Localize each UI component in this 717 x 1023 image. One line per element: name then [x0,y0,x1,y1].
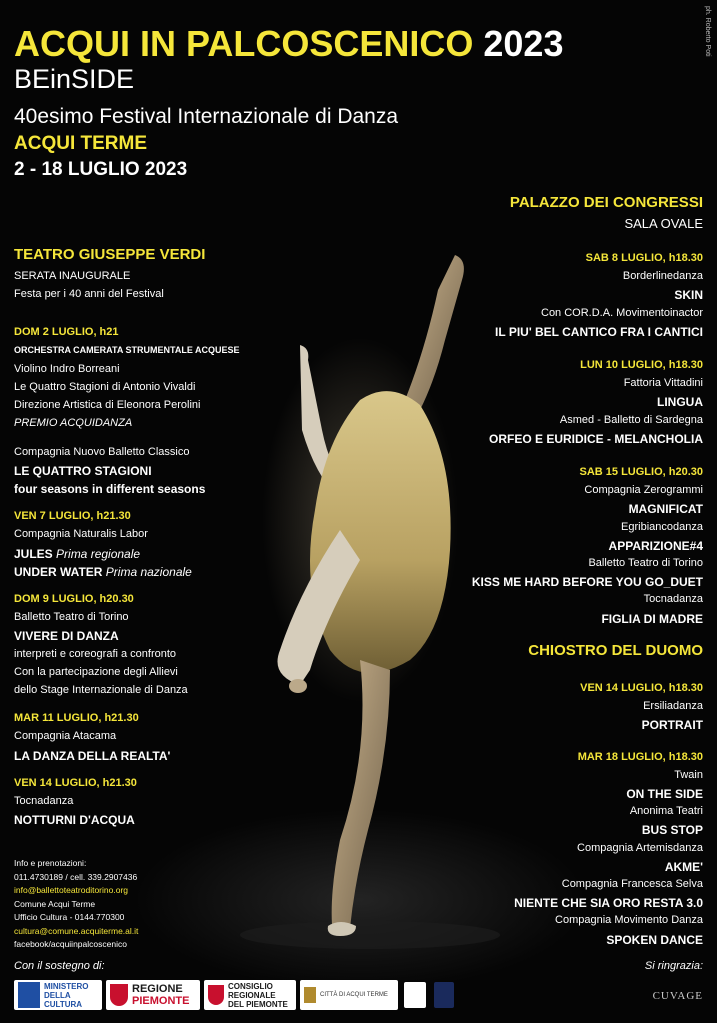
show-title [14,629,119,643]
info-line[interactable]: info@ballettoteatroditorino.org [14,885,129,895]
program-line [14,288,164,300]
program-text: Compagnia Artemisdanza [577,841,703,854]
program-text: dello Stage Internazionale di Danza [14,684,188,696]
program-text: IL PIU' BEL CANTICO FRA I CANTICI [495,324,703,339]
consiglio-line-2: REGIONALE [228,990,276,1000]
program-line [560,414,703,426]
program-text: Ersiliadanza [643,700,703,713]
photo-credit: ph. Roberto Poti [704,6,711,57]
festival-title: ACQUI IN PALCOSCENICO 2023 [14,23,564,64]
program-text: SKIN [674,288,703,303]
program-text: Le Quattro Stagioni di Antonio Vivaldi [14,381,196,393]
program-text: MAGNIFICAT [628,502,703,517]
program-text: PREMIO ACQUIDANZA [14,417,133,430]
program-text: JULES [14,546,53,561]
program-text: Compagnia Atacama [14,730,117,743]
program-text: AKME' [664,859,703,874]
show-title [657,395,703,409]
program-text: ORCHESTRA CAMERATA STRUMENTALE ACQUESE [14,344,240,355]
program-text: SAB 8 LUGLIO, h18.30 [585,252,703,264]
ministero-line-3: CULTURA [44,999,83,1009]
program-line [588,557,703,569]
festival-subtitle: BEinSIDE [14,64,135,94]
program-text: Compagnia Zerogrammi [584,484,703,497]
festival-dates: 2 - 18 LUGLIO 2023 [14,159,188,180]
festival-edition: 40esimo Festival Internazionale di Danza [14,105,399,128]
program-text: Twain [674,768,703,781]
logo-sponsor-small [404,982,426,1008]
program-text: MAR 18 LUGLIO, h18.30 [577,750,703,763]
program-line [541,307,703,319]
premiere-note: Prima regionale [52,546,141,561]
logo-consiglio-regionale [204,980,296,1010]
show-date [586,252,703,264]
regione-shield-icon [110,984,128,1006]
citta-crest-icon [304,987,316,1003]
program-line [621,521,703,533]
support-label: Con il sostegno di: [14,960,105,972]
show-title [601,612,703,626]
logo-cuvage: CUVAGE [652,990,703,1002]
program-line [14,270,130,282]
info-line[interactable]: cultura@comune.acquiterme.al.it [14,925,139,936]
program-text: NIENTE CHE SIA ORO RESTA 3.0 [514,896,703,911]
program-text: Borderlinedanza [622,270,703,283]
info-line: Comune Acqui Terme [14,898,96,909]
program-line [562,878,703,890]
consiglio-line-3: DEL PIEMONTE [228,999,288,1009]
program-line [584,484,703,496]
show-title [14,482,205,496]
show-date [14,712,139,724]
program-line [674,769,703,781]
program-text: SPOKEN DANCE [606,932,703,947]
venue-teatro-verdi: TEATRO GIUSEPPE VERDI [14,246,206,263]
citta-label: CITTÀ DI ACQUI TERME [320,992,388,998]
program-text: Compagnia Naturalis Labor [14,528,148,541]
show-date [578,751,703,763]
program-text: Con la partecipazione degli Allievi [14,665,178,678]
show-title [14,813,135,827]
program-text: Egribiancodanza [621,520,703,533]
show-title [14,464,152,478]
program-line [14,417,132,429]
program-text: Violino Indro Borreani [14,362,120,375]
program-line [643,700,703,712]
program-text: KISS ME HARD BEFORE YOU GO_DUET [471,575,703,590]
program-text: DOM 2 LUGLIO, h21 [14,326,119,339]
show-title [629,502,703,516]
consiglio-line-1: CONSIGLIO [228,981,273,991]
show-title [495,325,703,339]
program-text: LINGUA [657,395,703,410]
program-line [14,648,176,660]
ministero-emblem-icon [18,982,40,1008]
premiere-note: Prima nazionale [102,564,192,579]
program-text: Con COR.D.A. Movimentoinactor [541,306,703,319]
program-text: Compagnia Movimento Danza [555,914,703,927]
program-line [14,795,73,807]
program-text: ORFEO E EURIDICE - MELANCHOLIA [488,431,703,446]
show-title [674,288,703,302]
program-line [14,611,129,623]
program-text: MAR 11 LUGLIO, h21.30 [14,712,139,725]
program-text: SERATA INAUGURALE [14,270,131,282]
info-line: Ufficio Cultura - 0144.770300 [14,912,125,922]
info-line: facebook/acquiinpalcoscenico [14,939,127,949]
program-line [644,593,703,605]
program-text: VEN 14 LUGLIO, h18.30 [580,682,703,694]
program-text: Compagnia Nuovo Balletto Classico [14,445,190,458]
logo-regione-piemonte [106,980,200,1010]
program-text: SAB 15 LUGLIO, h20.30 [579,466,703,478]
show-title [626,787,703,801]
program-text: VIVERE DI DANZA [14,629,119,644]
program-text: LE QUATTRO STAGIONI [14,463,152,478]
festival-year: 2023 [483,23,564,64]
program-line [14,399,200,411]
thanks-label: Si ringrazia: [644,960,703,972]
show-date [580,682,703,694]
show-date [14,593,134,605]
program-text: APPARIZIONE#4 [608,538,703,553]
program-text: ON THE SIDE [626,787,703,801]
show-date [14,510,131,522]
show-title [514,896,703,910]
program-text: DOM 9 LUGLIO, h20.30 [14,593,134,605]
show-title [14,547,140,561]
program-text: NOTTURNI D'ACQUA [14,813,135,828]
program-text: interpreti e coreografi a confronto [14,647,177,660]
program-text: Balletto Teatro di Torino [14,611,129,624]
show-title [14,565,192,579]
program-text: Asmed - Balletto di Sardegna [559,413,703,426]
show-date [14,326,119,338]
logo-sponsor-blue [434,982,454,1008]
consiglio-shield-icon [208,985,224,1005]
festival-city: ACQUI TERME [14,133,147,154]
show-title [609,539,703,553]
program-text: VEN 7 LUGLIO, h21.30 [14,510,131,523]
program-line [14,528,148,540]
logo-citta-acqui [300,980,398,1010]
program-text: Tocnadanza [14,795,74,807]
regione-line-2: PIEMONTE [132,995,190,1007]
show-date [580,466,703,478]
info-line: Info e prenotazioni: [14,858,87,868]
program-line [623,270,703,282]
program-line [14,345,240,355]
dancer-photo [240,230,500,950]
program-line [14,446,189,458]
program-text: LUN 10 LUGLIO, h18.30 [580,359,703,371]
program-text: FIGLIA DI MADRE [601,611,703,626]
show-date [580,359,703,371]
show-date [14,777,137,789]
venue-palazzo-congressi: PALAZZO DEI CONGRESSI [509,194,703,211]
venue-chiostro-duomo: CHIOSTRO DEL DUOMO [528,642,703,659]
program-text: VEN 14 LUGLIO, h21.30 [14,776,137,789]
program-text: UNDER WATER [14,564,103,579]
program-line [14,363,120,375]
program-line [624,377,703,389]
show-title [642,823,703,837]
show-title [606,933,703,947]
program-line [14,684,188,696]
show-title [642,718,703,732]
program-line [14,381,195,393]
program-text: Festa per i 40 anni del Festival [14,288,164,301]
program-text: Anonima Teatri [629,805,703,818]
program-line [630,805,703,817]
logo-ministero-cultura [14,980,102,1010]
venue-room: SALA OVALE [624,216,703,231]
program-text: BUS STOP [641,823,703,838]
program-line [577,842,703,854]
program-text: Direzione Artistica di Eleonora Perolini [14,399,201,412]
info-line: 011.4730189 / cell. 339.2907436 [14,871,138,882]
program-text: Balletto Teatro di Torino [588,557,703,569]
program-text: PORTRAIT [641,718,703,733]
program-text: LA DANZA DELLA REALTA' [14,748,171,763]
show-title [472,575,703,589]
program-text: four seasons in different seasons [14,482,206,496]
ministero-line-1: MINISTERO [44,981,89,991]
program-text: Fattoria Vittadini [623,377,703,390]
show-title [489,432,703,446]
program-text: Compagnia Francesca Selva [561,878,703,890]
program-line [14,666,178,678]
program-line [555,914,703,926]
program-text: Tocnadanza [643,593,703,606]
show-title [665,860,703,874]
ministero-line-2: DELLA [44,990,71,1000]
show-title [14,749,170,763]
program-line [14,730,116,742]
regione-line-1: REGIONE [132,983,183,995]
